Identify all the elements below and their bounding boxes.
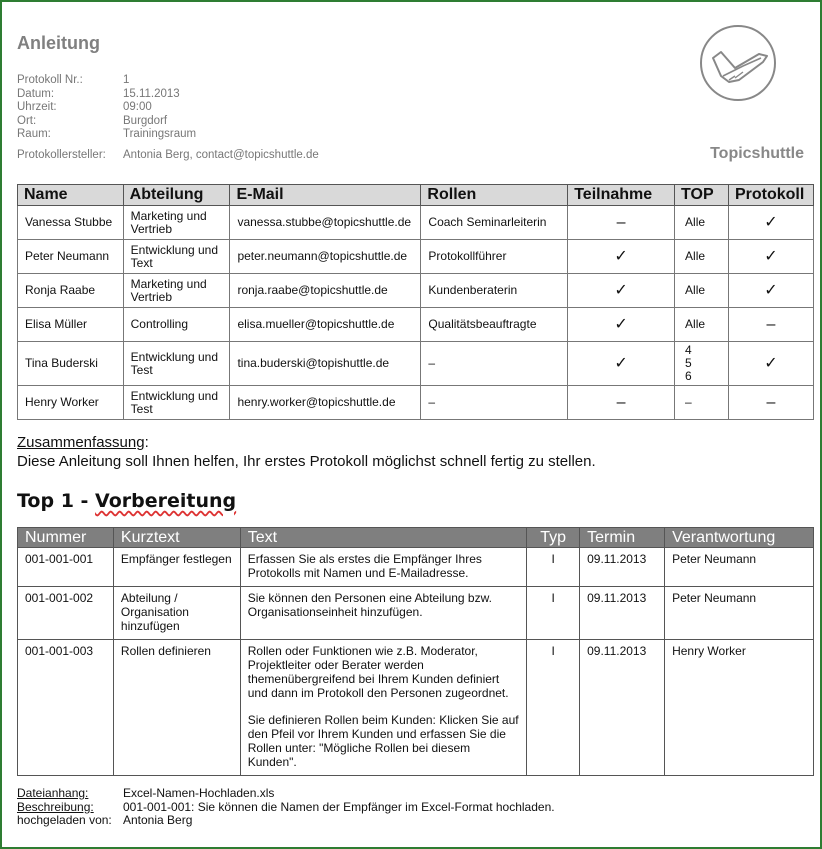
task-date: 09.11.2013: [580, 640, 665, 776]
participant-email: henry.worker@topicshuttle.de: [230, 386, 421, 420]
attachment-label: hochgeladen von:: [17, 813, 112, 827]
participant-name: Henry Worker: [18, 386, 124, 420]
table-row: [18, 206, 814, 240]
task-shorttext: Abteilung / Organisation hinzufügen: [113, 587, 240, 640]
table-row: [18, 240, 814, 274]
participant-email: ronja.raabe@topicshuttle.de: [230, 274, 421, 308]
task-responsibility: Peter Neumann: [665, 548, 814, 587]
participant-roles: Protokollführer: [421, 240, 568, 274]
meta-label: Raum:: [17, 128, 51, 141]
meta-row: [17, 88, 319, 102]
column-header-protocol: Protokoll: [728, 185, 813, 206]
table-row: [18, 342, 814, 386]
task-type: I: [527, 587, 580, 640]
participant-email: elisa.mueller@topicshuttle.de: [230, 308, 421, 342]
participant-top: Alle: [675, 274, 729, 308]
task-text: [240, 548, 526, 587]
participant-roles: –: [421, 386, 568, 420]
meta-label: Uhrzeit:: [17, 101, 57, 114]
participant-department: Entwicklung und Test: [123, 386, 230, 420]
task-number: 001-001-001: [18, 548, 114, 587]
participant-top: 4 5 6: [675, 342, 729, 386]
task-type: I: [527, 640, 580, 776]
task-text-paragraph: Sie definieren Rollen beim Kunden: Klicken Sie auf den Pfeil vor Ihrem Kunden und erfassen Sie die Rollen unter: "Mögliche Rollen bei diesem Kunden".: [247, 713, 519, 769]
column-header-top: TOP: [675, 185, 729, 206]
participant-roles: –: [421, 342, 568, 386]
participant-protocol: ✓: [728, 342, 813, 386]
task-text: [240, 640, 526, 776]
participant-department: Marketing und Vertrieb: [123, 206, 230, 240]
participant-top: Alle: [675, 206, 729, 240]
column-header-department: Abteilung: [123, 185, 230, 206]
participant-top: Alle: [675, 308, 729, 342]
meta-label: Datum:: [17, 87, 55, 100]
participant-department: Marketing und Vertrieb: [123, 274, 230, 308]
participant-attendance: ✓: [568, 274, 675, 308]
section-heading: [17, 490, 236, 512]
attachment-info: [17, 787, 555, 828]
task-shorttext: Empfänger festlegen: [113, 548, 240, 587]
table-row: [18, 386, 814, 420]
participant-top: –: [675, 386, 729, 420]
author-label: Protokollersteller:: [17, 148, 106, 161]
task-number: 001-001-002: [18, 587, 114, 640]
meta-value: 15.11.2013: [123, 87, 180, 100]
participant-email: peter.neumann@topicshuttle.de: [230, 240, 421, 274]
participant-name: Elisa Müller: [18, 308, 124, 342]
participant-top: Alle: [675, 240, 729, 274]
table-row: [18, 548, 814, 587]
column-header-email: E-Mail: [230, 185, 421, 206]
protocol-meta: [17, 74, 319, 163]
participants-table: [17, 184, 814, 420]
table-row: [18, 640, 814, 776]
task-number: 001-001-003: [18, 640, 114, 776]
attachment-label: Beschreibung:: [17, 799, 94, 814]
column-header-attendance: Teilnahme: [568, 185, 675, 206]
meta-value: Trainingsraum: [123, 128, 197, 141]
participant-roles: Kundenberaterin: [421, 274, 568, 308]
table-row: [18, 274, 814, 308]
meta-label: Protokoll Nr.:: [17, 74, 83, 86]
attachment-value: Antonia Berg: [123, 813, 193, 827]
task-text-paragraph: Sie können den Personen eine Abteilung bzw. Organisationseinheit hinzufügen.: [247, 591, 492, 619]
attachment-row: [17, 814, 555, 828]
participant-name: Tina Buderski: [18, 342, 124, 386]
author-value: Antonia Berg, contact@topicshuttle.de: [123, 148, 319, 161]
task-date: 09.11.2013: [580, 548, 665, 587]
attachment-file-link[interactable]: Excel-Namen-Hochladen.xls: [123, 786, 275, 800]
participant-roles: Qualitätsbeauftragte: [421, 308, 568, 342]
task-responsibility: Peter Neumann: [665, 587, 814, 640]
table-row: [18, 308, 814, 342]
topicshuttle-logo-icon: [699, 18, 777, 106]
column-header-shorttext: Kurztext: [113, 528, 240, 548]
participant-attendance: –: [568, 386, 675, 420]
attachment-row: [17, 787, 555, 801]
task-text-paragraph: Erfassen Sie als erstes die Empfänger Ihres Protokolls mit Namen und E-Mailadresse.: [247, 552, 482, 580]
meta-value: 1: [123, 74, 130, 86]
participant-name: Peter Neumann: [18, 240, 124, 274]
participant-email: tina.buderski@topishuttle.de: [230, 342, 421, 386]
summary: Zusammenfassung: Diese Anleitung soll Ihnen helfen, Ihr erstes Protokoll möglichst schnell fertig zu stellen.: [17, 434, 596, 470]
column-header-number: Nummer: [18, 528, 114, 548]
column-header-type: Typ: [527, 528, 580, 548]
attachment-label: Dateianhang:: [17, 786, 89, 800]
participant-attendance: ✓: [568, 240, 675, 274]
column-header-text: Text: [240, 528, 526, 548]
summary-text: Diese Anleitung soll Ihnen helfen, Ihr erstes Protokoll möglichst schnell fertig zu stellen.: [17, 453, 596, 470]
table-row: [18, 587, 814, 640]
meta-row: [17, 74, 319, 88]
meta-value: Burgdorf: [123, 114, 168, 127]
participant-protocol: ✓: [728, 206, 813, 240]
task-responsibility: Henry Worker: [665, 640, 814, 776]
task-shorttext: Rollen definieren: [113, 640, 240, 776]
task-text-paragraph: Rollen oder Funktionen wie z.B. Moderator, Projektleiter oder Berater werden themenübergreifend bei Ihrem Kunden definiert und dann im Protokoll den Personen zugeordnet.: [247, 644, 509, 700]
brand-name: Topicshuttle: [710, 145, 804, 162]
participant-attendance: ✓: [568, 308, 675, 342]
attachment-row: [17, 801, 555, 815]
participant-protocol: –: [728, 386, 813, 420]
task-date: 09.11.2013: [580, 587, 665, 640]
participant-protocol: ✓: [728, 274, 813, 308]
meta-value: 09:00: [123, 101, 152, 114]
participant-department: Controlling: [123, 308, 230, 342]
column-header-date: Termin: [580, 528, 665, 548]
participant-name: Vanessa Stubbe: [18, 206, 124, 240]
participant-department: Entwicklung und Test: [123, 342, 230, 386]
participant-attendance: ✓: [568, 342, 675, 386]
attachment-value: 001-001-001: Sie können die Namen der Empfänger im Excel-Format hochladen.: [123, 799, 555, 814]
participant-protocol: –: [728, 308, 813, 342]
participant-roles: Coach Seminarleiterin: [421, 206, 568, 240]
tasks-table: [17, 527, 814, 776]
column-header-roles: Rollen: [421, 185, 568, 206]
table-header-row: [18, 185, 814, 206]
summary-heading: Zusammenfassung: [17, 434, 145, 451]
meta-row: [17, 128, 319, 142]
participant-department: Entwicklung und Text: [123, 240, 230, 274]
column-header-responsibility: Verantwortung: [665, 528, 814, 548]
participant-protocol: ✓: [728, 240, 813, 274]
document-title: Anleitung: [17, 33, 100, 53]
participant-attendance: –: [568, 206, 675, 240]
participant-name: Ronja Raabe: [18, 274, 124, 308]
meta-row: [17, 115, 319, 129]
meta-row: [17, 101, 319, 115]
table-header-row: [18, 528, 814, 548]
column-header-name: Name: [18, 185, 124, 206]
section-title: Vorbereitung: [95, 490, 237, 512]
task-type: I: [527, 548, 580, 587]
participant-email: vanessa.stubbe@topicshuttle.de: [230, 206, 421, 240]
task-text: [240, 587, 526, 640]
meta-label: Ort:: [17, 114, 37, 127]
section-prefix: Top 1 -: [17, 490, 96, 512]
author-row: [17, 149, 319, 163]
